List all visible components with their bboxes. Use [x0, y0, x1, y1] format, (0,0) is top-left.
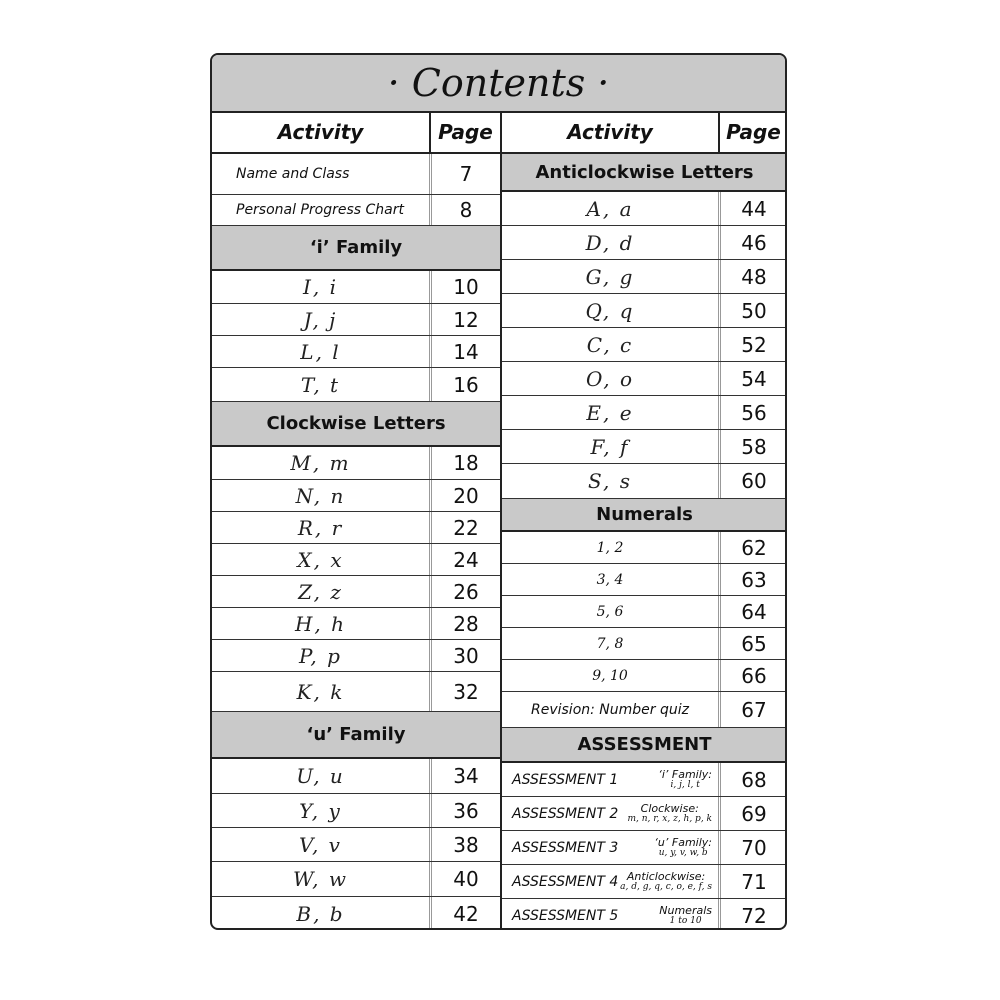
list-item[interactable] — [502, 831, 787, 865]
list-item[interactable] — [212, 828, 500, 862]
activity-label: J, j — [303, 307, 338, 332]
page-number: 26 — [429, 576, 500, 607]
note-letters: i, j, l, t — [670, 779, 700, 790]
page-number: 7 — [429, 154, 500, 194]
contents-card — [210, 53, 787, 930]
page-number: 46 — [718, 226, 787, 259]
list-item[interactable] — [212, 608, 500, 640]
activity-label: Personal Progress Chart — [236, 202, 404, 218]
page-number: 52 — [718, 328, 787, 361]
note-letters: 1 to 10 — [669, 915, 702, 926]
assessment-note — [659, 905, 712, 926]
activity-label: I, i — [302, 275, 338, 299]
activity-label: W, w — [293, 867, 348, 891]
activity-label: S, s — [588, 469, 632, 493]
list-item[interactable] — [502, 660, 787, 692]
left-column — [212, 111, 500, 930]
activity-label: P, p — [299, 643, 342, 668]
page-number: 71 — [718, 865, 787, 898]
page-number: 48 — [718, 260, 787, 293]
page-number: 28 — [429, 608, 500, 639]
activity-label: Q, q — [585, 298, 635, 323]
page-number: 70 — [718, 831, 787, 864]
activity-label: ASSESSMENT 5 — [512, 907, 619, 924]
activity-label: 9, 10 — [592, 667, 628, 684]
assessment-note — [658, 769, 712, 790]
activity-label: R, r — [297, 515, 344, 540]
page-number: 67 — [718, 692, 787, 727]
list-item[interactable] — [212, 794, 500, 828]
list-item[interactable] — [212, 304, 500, 336]
activity-label: 1, 2 — [596, 539, 624, 556]
activity-label: G, g — [585, 264, 635, 289]
note-letters: u, y, v, w, b — [658, 847, 708, 858]
note-title: ‘i’ Family: — [658, 768, 712, 781]
page-number: 63 — [718, 564, 787, 595]
activity-cell — [502, 797, 718, 830]
list-item[interactable] — [212, 195, 500, 226]
list-item[interactable] — [212, 154, 500, 195]
list-item[interactable] — [502, 692, 787, 728]
list-item[interactable] — [502, 596, 787, 628]
page-number: 34 — [429, 759, 500, 793]
list-item[interactable] — [502, 226, 787, 260]
page-number: 14 — [429, 336, 500, 367]
activity-label: 5, 6 — [596, 603, 624, 620]
page-number: 69 — [718, 797, 787, 830]
section-assessment: ASSESSMENT — [502, 728, 787, 763]
page-number: 64 — [718, 596, 787, 627]
activity-label: A, a — [586, 196, 634, 221]
list-item[interactable] — [212, 862, 500, 897]
activity-label: D, d — [585, 230, 635, 255]
activity-label: U, u — [296, 764, 345, 788]
activity-label: ASSESSMENT 3 — [512, 839, 619, 856]
activity-label: Name and Class — [236, 166, 350, 182]
page-number: 72 — [718, 899, 787, 930]
page-number: 65 — [718, 628, 787, 659]
activity-label: O, o — [586, 366, 634, 391]
section-u-family: ‘u’ Family — [212, 712, 500, 759]
page-number: 62 — [718, 532, 787, 563]
page-number: 16 — [429, 368, 500, 401]
note-letters: m, n, r, x, z, h, p, k — [627, 813, 712, 824]
section-anticlockwise-letters: Anticlockwise Letters — [502, 154, 787, 192]
right-header-row — [502, 111, 787, 154]
activity-label: 3, 4 — [596, 571, 624, 588]
list-item[interactable] — [212, 640, 500, 672]
list-item[interactable] — [212, 759, 500, 794]
activity-label: V, v — [299, 832, 342, 857]
activity-label: E, e — [586, 400, 634, 425]
page-number: 58 — [718, 430, 787, 463]
activity-label: K, k — [296, 679, 345, 704]
assessment-note — [620, 871, 712, 892]
list-item[interactable] — [502, 564, 787, 596]
activity-cell — [502, 831, 718, 864]
list-item[interactable] — [502, 532, 787, 564]
page-header: Page — [429, 111, 500, 152]
activity-label: ASSESSMENT 4 — [512, 873, 619, 890]
activity-label: ASSESSMENT 1 — [512, 771, 619, 788]
page-number: 60 — [718, 464, 787, 498]
note-title: Anticlockwise: — [626, 870, 706, 883]
list-item[interactable] — [502, 396, 787, 430]
activity-label: N, n — [295, 483, 346, 508]
page-number: 56 — [718, 396, 787, 429]
page-number: 50 — [718, 294, 787, 327]
activity-label: Y, y — [299, 798, 342, 823]
list-item[interactable] — [502, 464, 787, 499]
list-item[interactable] — [502, 260, 787, 294]
list-item[interactable] — [502, 763, 787, 797]
list-item[interactable] — [502, 899, 787, 930]
page-number: 10 — [429, 271, 500, 303]
activity-label: 7, 8 — [596, 635, 624, 652]
note-title: Numerals — [659, 904, 712, 917]
page-number: 22 — [429, 512, 500, 543]
list-item[interactable] — [502, 628, 787, 660]
page-number: 54 — [718, 362, 787, 395]
list-item[interactable] — [212, 544, 500, 576]
note-title: Clockwise: — [640, 802, 699, 815]
page-number: 66 — [718, 660, 787, 691]
list-item[interactable] — [502, 430, 787, 464]
page-number: 68 — [718, 763, 787, 796]
list-item[interactable] — [212, 672, 500, 712]
activity-label: C, c — [586, 332, 634, 357]
page-number: 18 — [429, 447, 500, 479]
list-item[interactable] — [212, 368, 500, 402]
note-letters: a, d, g, q, c, o, e, f, s — [620, 881, 712, 892]
activity-cell — [502, 865, 718, 898]
list-item[interactable] — [502, 797, 787, 831]
activity-label: B, b — [296, 901, 345, 926]
page-number: 24 — [429, 544, 500, 575]
list-item[interactable] — [212, 576, 500, 608]
note-title: ‘u’ Family: — [654, 836, 712, 849]
list-item[interactable] — [212, 447, 500, 480]
right-column — [500, 111, 787, 930]
list-item[interactable] — [502, 865, 787, 899]
page-header: Page — [718, 111, 787, 152]
page-number: 12 — [429, 304, 500, 335]
activity-label: T, t — [300, 372, 341, 397]
left-header-row — [212, 111, 500, 154]
list-item[interactable] — [212, 271, 500, 304]
page-number: 8 — [429, 195, 500, 225]
list-item[interactable] — [212, 480, 500, 512]
activity-label: X, x — [297, 547, 344, 572]
page-number: 44 — [718, 192, 787, 225]
page-number: 40 — [429, 862, 500, 896]
activity-label: M, m — [290, 451, 351, 475]
list-item[interactable] — [212, 512, 500, 544]
activity-label: L, l — [300, 339, 341, 364]
section-i-family: ‘i’ Family — [212, 226, 500, 271]
list-item[interactable] — [212, 336, 500, 368]
page-number: 38 — [429, 828, 500, 861]
activity-header: Activity — [567, 119, 653, 144]
list-item[interactable] — [502, 362, 787, 396]
activity-label: H, h — [294, 611, 347, 636]
page-title: · Contents · — [212, 55, 785, 113]
activity-label: Revision: Number quiz — [531, 701, 689, 718]
list-item[interactable] — [502, 328, 787, 362]
activity-label: F, f — [590, 434, 630, 459]
page-number: 20 — [429, 480, 500, 511]
assessment-note — [654, 837, 712, 858]
assessment-note — [627, 803, 712, 824]
section-numerals: Numerals — [502, 499, 787, 532]
list-item[interactable] — [502, 294, 787, 328]
section-clockwise-letters: Clockwise Letters — [212, 402, 500, 447]
activity-cell — [502, 763, 718, 796]
activity-label: ASSESSMENT 2 — [512, 805, 619, 822]
activity-header: Activity — [277, 119, 364, 144]
page-number: 36 — [429, 794, 500, 827]
list-item[interactable] — [502, 192, 787, 226]
page-number: 30 — [429, 640, 500, 671]
list-item[interactable] — [212, 897, 500, 930]
page-number: 42 — [429, 897, 500, 930]
page-number: 32 — [429, 672, 500, 711]
activity-label: Z, z — [298, 579, 343, 604]
activity-cell — [502, 899, 718, 930]
